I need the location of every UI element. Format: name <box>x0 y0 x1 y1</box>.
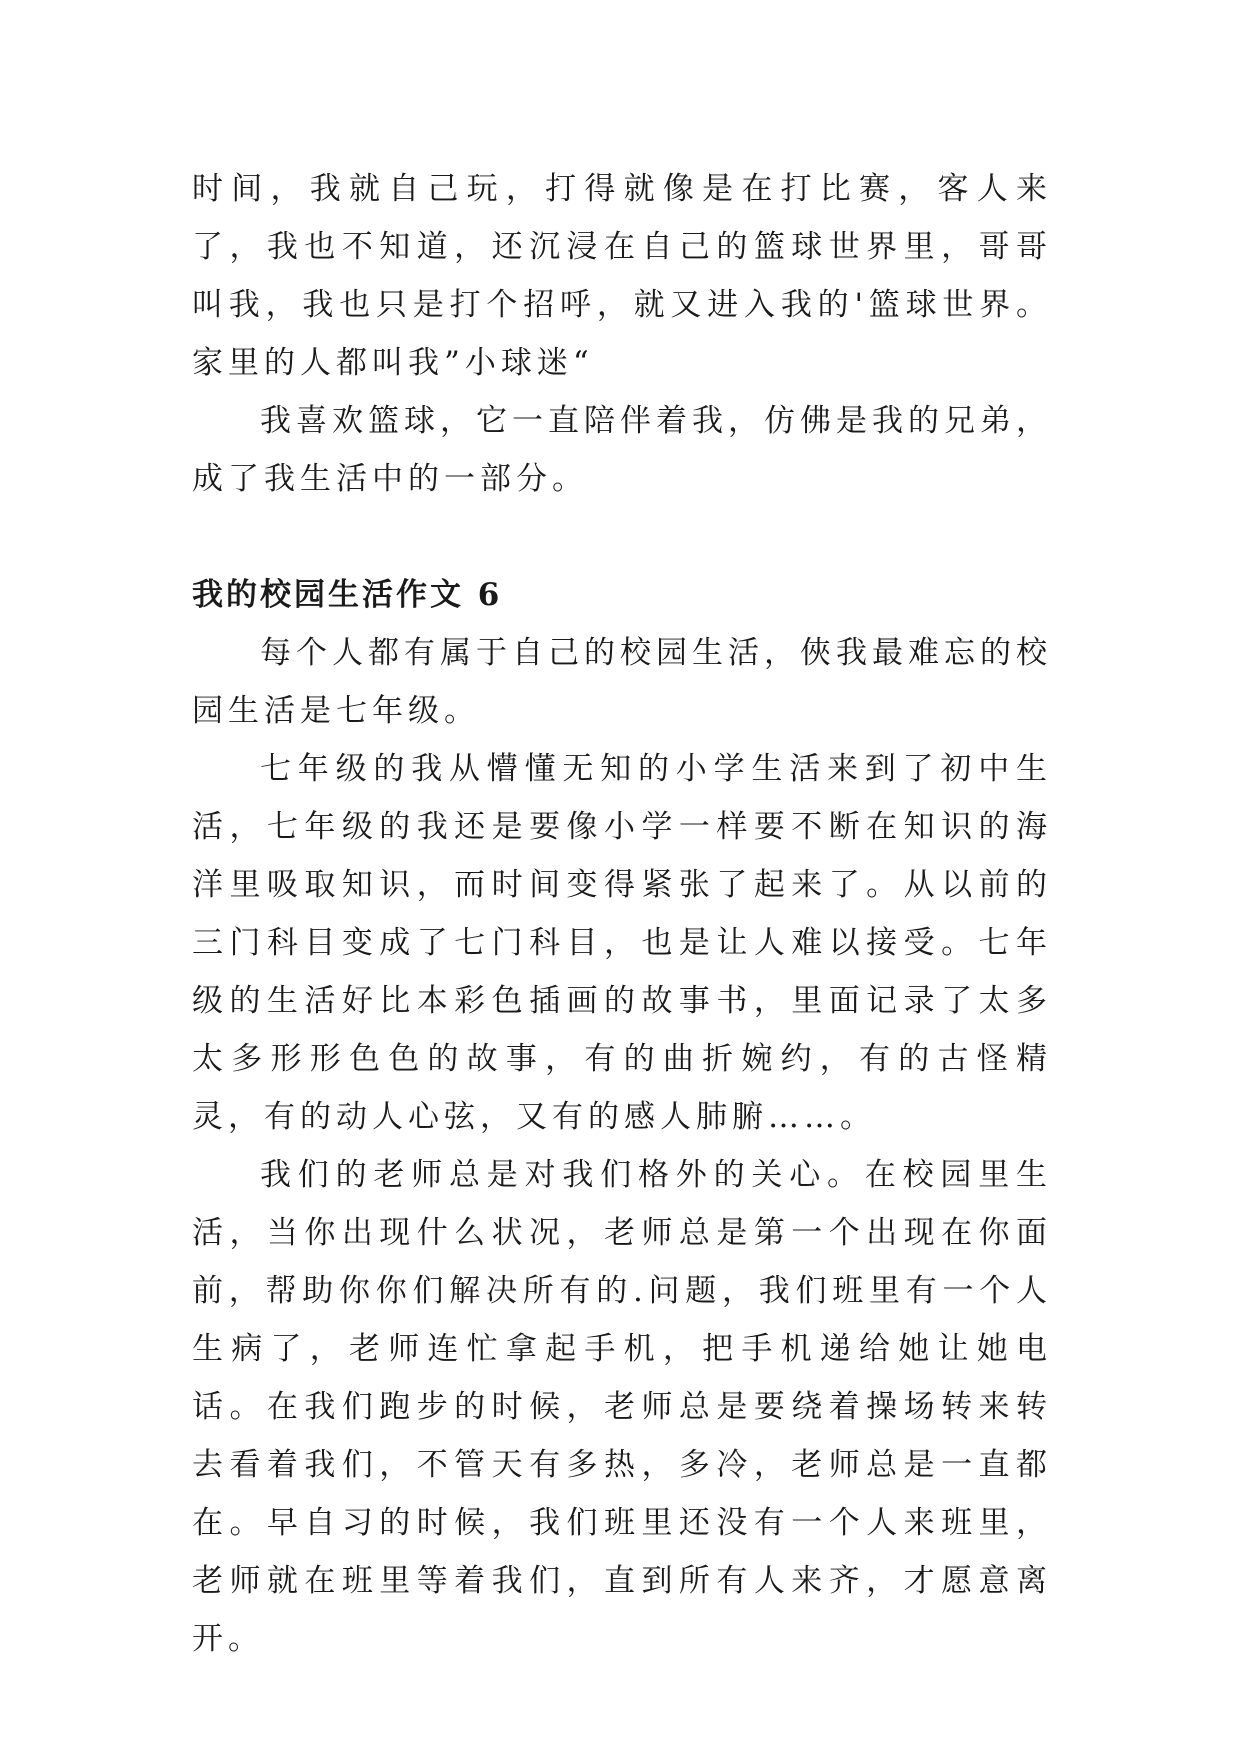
paragraph-1: 每个人都有属于自己的校园生活，俠我最难忘的校园生活是七年级。 <box>192 635 1052 729</box>
closing-paragraph: 我喜欢篮球，它一直陪伴着我，仿佛是我的兄弟，成了我生活中的一部分。 <box>192 403 1052 497</box>
section-spacer <box>192 508 1052 566</box>
document-body <box>192 160 1052 1668</box>
continued-paragraph: 时间，我就自己玩，打得就像是在打比赛，客人来了，我也不知道，还沉浸在自己的篮球世界里，哥哥叫我，我也只是打个招呼，就又进入我的'篮球世界。家里的人都叫我”小球迷“ <box>192 171 1052 381</box>
paragraph-2: 七年级的我从懵懂无知的小学生活来到了初中生活，七年级的我还是要像小学一样要不断在知识的海洋里吸取知识，而时间变得紧张了起来了。从以前的三门科目变成了七门科目，也是让人难以接受。七年级的生活好比本彩色插画的故事书，里面记录了太多太多形形色色的故事，有的曲折婉约，有的古怪精灵，有的动人心弦，又有的感人肺腑……。 <box>192 751 1052 1135</box>
section-title: 我的校园生活作文 6 <box>192 577 503 613</box>
paragraph-3: 我们的老师总是对我们格外的关心。在校园里生活，当你出现什么状况，老师总是第一个出现在你面前，帮助你你们解决所有的.问题，我们班里有一个人生病了，老师连忙拿起手机，把手机递给她让她电话。在我们跑步的时候，老师总是要绕着操场转来转去看着我们，不管天有多热，多冷，老师总是一直都在。早自习的时候，我们班里还没有一个人来班里，老师就在班里等着我们，直到所有人来齐，才愿意离开。 <box>192 1157 1052 1657</box>
